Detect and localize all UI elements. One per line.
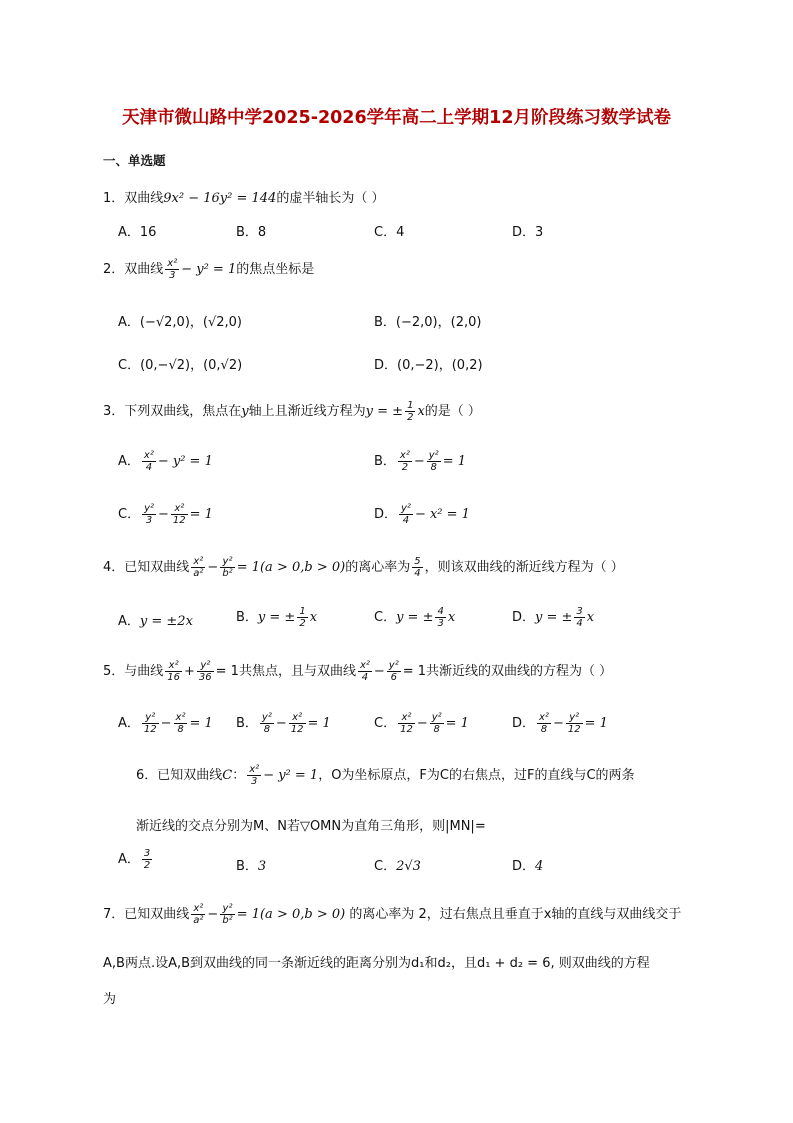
q2-option-c: C．(0,−√2)，(0,√2)	[118, 358, 243, 373]
q4-option-d: D．y = ± $\frac{3}{4}$ x	[512, 606, 595, 629]
q1-option-d: D．3	[512, 225, 544, 240]
question-3: 3．下列双曲线，焦点在y轴上且渐近线方程为y = ± $\frac{1}{2}$ x的是（ ）	[103, 400, 481, 423]
q3-option-d: D． $\frac{\text{y²}}{4}$ − x² = 1	[374, 503, 470, 526]
exam-title: 天津市微山路中学2025-2026学年高二上学期12月阶段练习数学试卷	[121, 108, 672, 128]
q6-option-a: A． $\frac{3}{2}$	[118, 848, 151, 871]
q6-option-d: D．4	[512, 859, 544, 874]
q1-option-c: C．4	[374, 225, 405, 240]
q5-option-b: B． $\frac{\text{y²}}{8}$ − $\frac{\text{x²}}{12}$ = 1	[236, 712, 331, 735]
question-1: 1．双曲线9x² − 16y² = 144的虚半轴长为（ ）	[103, 191, 385, 206]
q2-option-b: B．(−2,0)，(2,0)	[374, 315, 482, 330]
question-2: 2．双曲线 $\frac{\text{x²}}{3}$ − y² = 1的焦点坐标是	[103, 258, 315, 281]
question-7-line-3: 为	[103, 992, 117, 1007]
q3-option-c: C． $\frac{\text{y²}}{3}$ − $\frac{\text{x²}}{12}$ = 1	[118, 503, 213, 526]
question-4: 4．已知双曲线 $\frac{\text{x²}}{\text{a²}}$ − $\frac{\text{y²}}{\text{b²}}$ = 1(a > 0,b > 0)的离心率为 $\frac{5}{4}$ ，则该双曲线的渐近线方程为（ ）	[103, 556, 624, 579]
q1-option-a: A．16	[118, 225, 157, 240]
q5-option-a: A． $\frac{\text{y²}}{12}$ − $\frac{\text{x²}}{8}$ = 1	[118, 712, 213, 735]
q6-option-c: C．2√3	[374, 859, 421, 874]
q3-option-b: B． $\frac{\text{x²}}{2}$ − $\frac{\text{y²}}{8}$ = 1	[374, 450, 466, 473]
q4-option-a: A．y = ±2x	[118, 614, 193, 629]
question-7-line-1: 7．已知双曲线 $\frac{\text{x²}}{\text{a²}}$ − $\frac{\text{y²}}{\text{b²}}$ = 1(a > 0,b > 0) 的离心率为 2，过右焦点且垂直于x轴的直线与双曲线交于	[103, 903, 682, 926]
question-6-line-2: 渐近线的交点分别为M、N若▽OMN为直角三角形，则|MN|=	[136, 819, 486, 834]
question-7-line-2: A,B两点.设A,B到双曲线的同一条渐近线的距离分别为d₁和d₂，且d₁ + d₂ = 6, 则双曲线的方程	[103, 956, 650, 971]
q5-option-c: C． $\frac{\text{x²}}{12}$ − $\frac{\text{y²}}{8}$ = 1	[374, 712, 469, 735]
question-6-line-1: 6．已知双曲线C： $\frac{\text{x²}}{3}$ − y² = 1，O为坐标原点，F为C的右焦点，过F的直线与C的两条	[136, 764, 635, 787]
q2-option-a: A．(−√2,0)，(√2,0)	[118, 315, 242, 330]
q4-option-b: B．y = ± $\frac{1}{2}$ x	[236, 606, 318, 629]
q4-option-c: C．y = ± $\frac{4}{3}$ x	[374, 606, 456, 629]
q1-option-b: B．8	[236, 225, 267, 240]
q6-option-b: B．3	[236, 859, 267, 874]
q3-fraction: $\frac{1}{2}$	[407, 400, 414, 423]
section-heading: 一、单选题	[103, 153, 166, 168]
q2-option-d: D．(0,−2)，(0,2)	[374, 358, 483, 373]
question-5: 5．与曲线 $\frac{\text{x²}}{16}$ + $\frac{\text{y²}}{36}$ = 1共焦点，且与双曲线 $\frac{\text{x²}}{4}$ − $\frac{\text{y²}}{6}$ = 1共渐近线的双曲线的方程为（ ）	[103, 660, 613, 683]
q5-option-d: D． $\frac{\text{x²}}{8}$ − $\frac{\text{y²}}{12}$ = 1	[512, 712, 608, 735]
q2-fraction: $\frac{\text{x²}}{3}$	[167, 258, 178, 281]
q3-option-a: A． $\frac{\text{x²}}{4}$ − y² = 1	[118, 450, 213, 473]
